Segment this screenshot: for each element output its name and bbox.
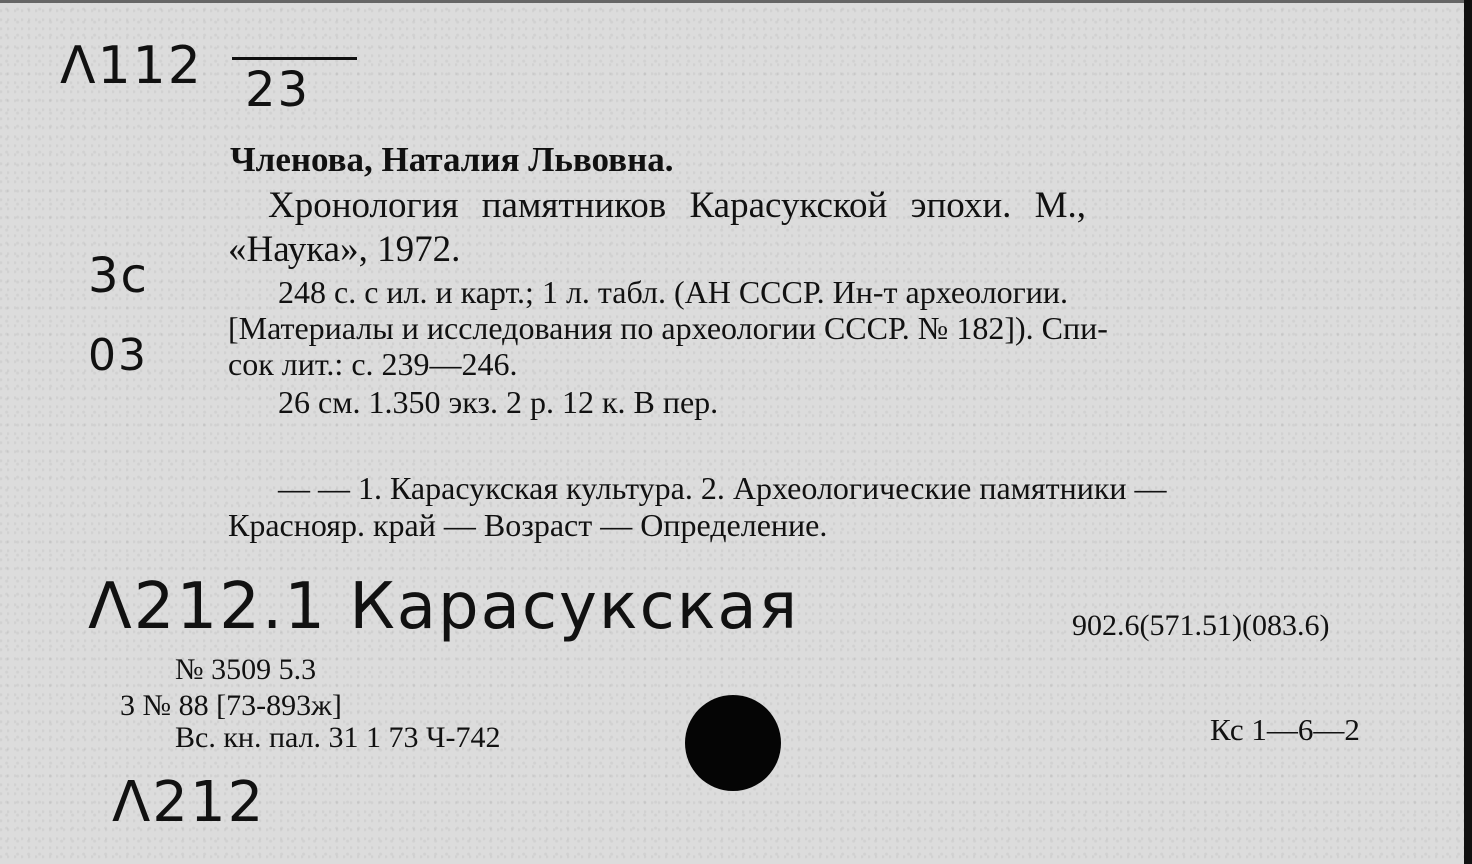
card-right-edge [1464,0,1472,864]
record-number-2: 3 № 88 [73-893ж] [120,689,342,722]
udc-index: 902.6(571.51)(083.6) [1072,609,1330,642]
handwritten-bottom-number: Λ212 [112,770,266,835]
margin-note-1: 3с [88,248,149,304]
shelf-code: Кс 1—6—2 [1210,712,1360,747]
size-and-price: 26 см. 1.350 экз. 2 р. 12 к. В пер. [278,384,719,420]
call-number-sub-handwritten: 23 [245,62,311,118]
record-number: № 3509 5.3 [175,653,317,686]
subjects-line-1: — — 1. Карасукская культура. 2. Археологические памятники — [278,470,1167,506]
call-number-handwritten: Λ112 [60,36,203,96]
title-line-1: Хронология памятников Карасукской эпохи. М., [268,185,1087,226]
author-heading: Членова, Наталия Львовна. [230,140,674,179]
physical-description-line-2: [Материалы и исследования по археологии СССР. № 182]). Спи- [228,310,1108,346]
physical-description-line-1: 248 с. с ил. и карт.; 1 л. табл. (АН СССР. Ин-т археологии. [278,274,1069,310]
punched-hole [685,695,781,791]
title-line-2: «Наука», 1972. [228,229,461,270]
handwritten-classification: Λ212.1 Карасукская [88,570,800,644]
subjects-line-2: Краснояр. край — Возраст — Определение. [228,507,828,543]
margin-note-2: 03 [88,330,148,381]
book-chamber-line: Вс. кн. пал. 31 1 73 Ч-742 [175,721,501,754]
physical-description-line-3: сок лит.: с. 239—246. [228,346,518,382]
card-top-edge [0,0,1472,3]
call-number-divider [232,57,357,60]
